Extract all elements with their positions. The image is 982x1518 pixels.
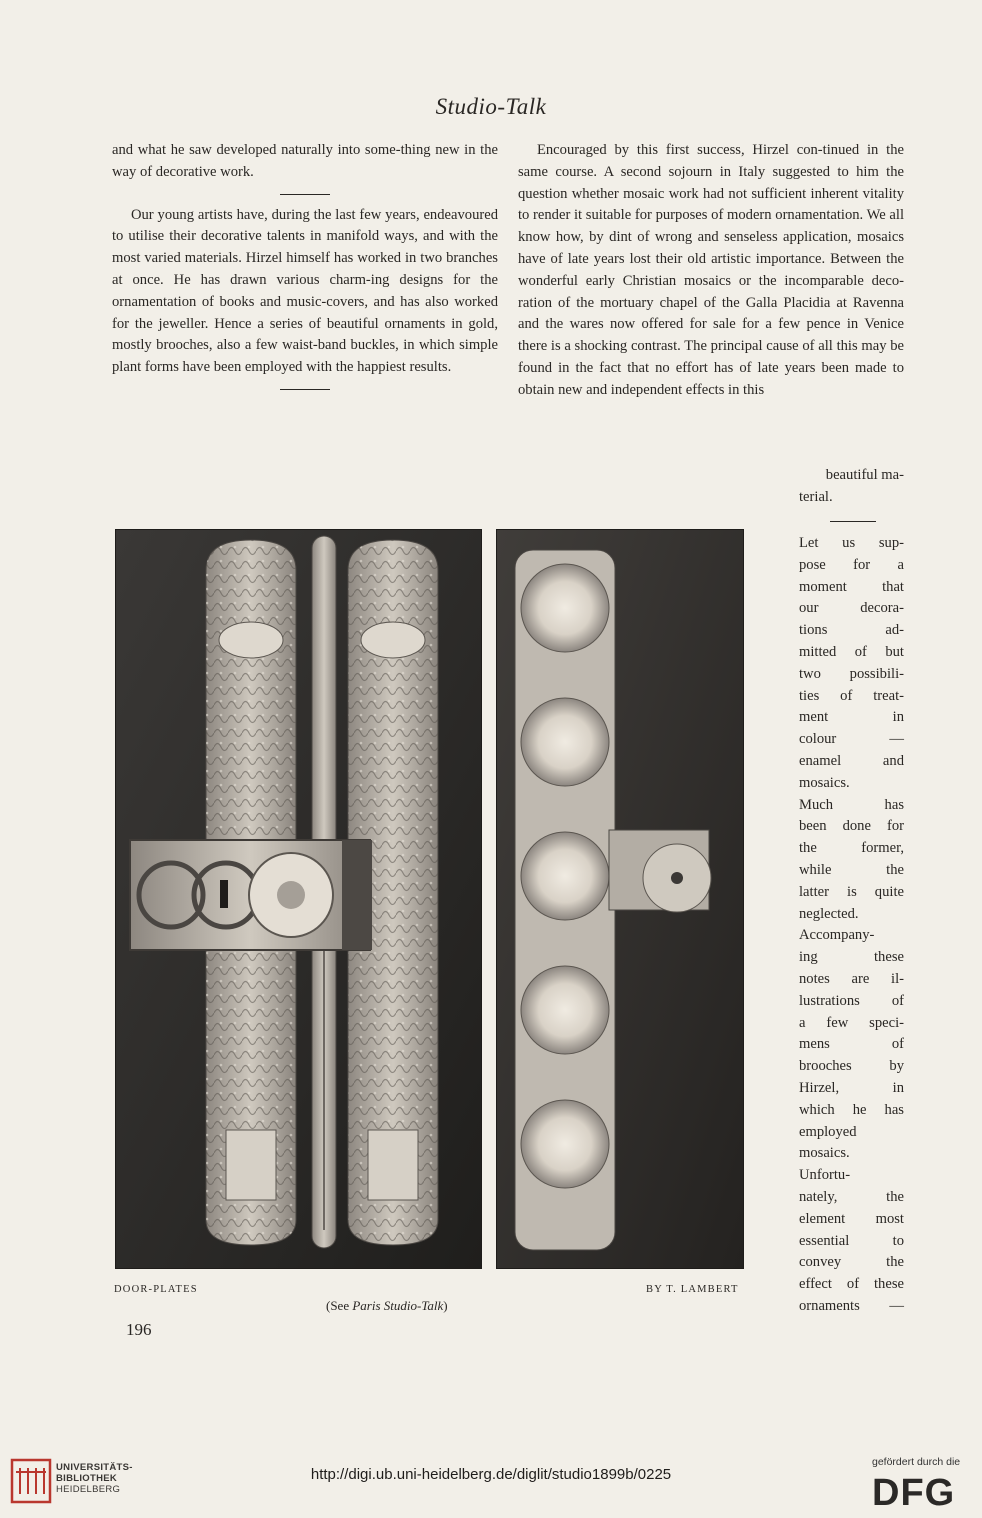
- narrow-line: mitted of but: [799, 643, 904, 660]
- narrow-line: a few speci-: [799, 1014, 904, 1031]
- narrow-line: tions ad-: [799, 622, 904, 639]
- narrow-line: neglected.: [799, 905, 859, 922]
- narrow-line: ing these: [799, 949, 904, 966]
- narrow-line: mosaics.: [799, 774, 850, 791]
- library-line-3: HEIDELBERG: [56, 1484, 121, 1495]
- left-paragraph-2: Our young artists have, during the last few years, endeavoured to utilise their decorative talents in manifold ways, and with the most varied materials. Hirzel himself has worked in two branches at once. He has drawn various charm-ing designs for the ornamentation of books and music-covers, and has also worked for the jeweller. Hence a series of beautiful ornaments in gold, mostly brooches, also a few waist-band buckles, in which simple plant forms have been employed with the happiest results.: [112, 206, 498, 376]
- narrow-line: our decora-: [799, 600, 904, 617]
- narrow-column: [799, 533, 904, 1318]
- door-plates-photo: [115, 529, 482, 1269]
- narrow-line: pose for a: [799, 556, 904, 573]
- narrow-line: employed: [799, 1123, 857, 1140]
- section-rule: [830, 521, 876, 522]
- narrow-line: mens of: [799, 1036, 904, 1053]
- narrow-line: lustrations of: [799, 992, 904, 1009]
- narrow-line: enamel and: [799, 752, 904, 769]
- sponsor-note: gefördert durch die: [872, 1456, 961, 1468]
- narrow-line: been done for: [799, 818, 904, 835]
- narrow-line: element most: [799, 1210, 904, 1227]
- narrow-line: the former,: [799, 840, 904, 857]
- right-paragraph-1: Encouraged by this first success, Hirzel con-tinued in the same course. A second sojourn in Italy suggested to him the question whether mosaic work had not sufficient inherent vitality to render it suitable for purposes of modern ornamentation. We all know how, by dint of wrong and senseless application, mosaics have of late years lost their old artistic importance. Between the wonderful early Christian mosaics or the incomparable deco-ration of the mortuary chapel of the Galla Placidia at Ravenna and the wares now offered for sale for a few pence in Venice there is a shocking contrast. The principal cause of all this may be found in the fact that no effort has of late years been made to obtain new and independent effects in this: [518, 142, 904, 398]
- left-column: [112, 140, 498, 400]
- narrow-line: brooches by: [799, 1058, 904, 1075]
- right-column: [518, 140, 904, 402]
- figure-reference: [326, 1298, 448, 1314]
- narrow-line: ornaments —: [799, 1297, 904, 1314]
- narrow-line: colour —: [799, 731, 904, 748]
- narrow-line: ties of treat-: [799, 687, 904, 704]
- narrow-line: moment that: [799, 578, 904, 595]
- tail-line-1: beautiful ma-: [825, 467, 904, 483]
- reference-title: Paris Studio-Talk: [352, 1298, 444, 1313]
- narrow-line: two possibili-: [799, 665, 904, 682]
- narrow-line: effect of these: [799, 1276, 904, 1293]
- narrow-line: Accompany-: [799, 927, 875, 944]
- narrow-line: nately, the: [799, 1188, 904, 1205]
- door-plates-illustration: [116, 530, 482, 1269]
- hinge-photo: [496, 529, 744, 1269]
- narrow-line: Much has: [799, 796, 904, 813]
- narrow-line: which he has: [799, 1101, 904, 1118]
- dfg-logo: DFG: [872, 1472, 956, 1514]
- narrow-line: ment in: [799, 709, 904, 726]
- page-number: 196: [126, 1320, 152, 1339]
- section-rule: [280, 194, 330, 195]
- source-url[interactable]: http://digi.ub.uni-heidelberg.de/diglit/studio1899b/0225: [310, 1466, 672, 1483]
- figure-caption-left: DOOR-PLATES: [114, 1284, 198, 1295]
- tail-line-2: terial.: [799, 488, 833, 505]
- running-head: Studio-Talk: [435, 94, 547, 119]
- reference-prefix: (See: [326, 1298, 353, 1313]
- narrow-line: mosaics.: [799, 1145, 850, 1162]
- hinge-illustration: [497, 530, 744, 1269]
- section-rule: [280, 389, 330, 390]
- narrow-line: convey the: [799, 1254, 904, 1271]
- reference-suffix: ): [443, 1298, 448, 1313]
- narrow-line: while the: [799, 861, 904, 878]
- narrow-line: Unfortu-: [799, 1167, 851, 1184]
- narrow-line: latter is quite: [799, 883, 904, 900]
- left-paragraph-1: and what he saw developed naturally into some-thing new in the way of decorative work.: [112, 142, 498, 180]
- right-paragraph-tail: [785, 465, 904, 509]
- narrow-line: essential to: [799, 1232, 904, 1249]
- narrow-line: Hirzel, in: [799, 1079, 904, 1096]
- library-line-2: BIBLIOTHEK: [56, 1473, 118, 1484]
- narrow-line: Let us sup-: [799, 535, 904, 551]
- digitization-footer: [0, 1450, 982, 1518]
- narrow-line: notes are il-: [799, 970, 904, 987]
- figure-caption-right: BY T. LAMBERT: [646, 1284, 739, 1295]
- library-line-1: UNIVERSITÄTS-: [56, 1462, 133, 1473]
